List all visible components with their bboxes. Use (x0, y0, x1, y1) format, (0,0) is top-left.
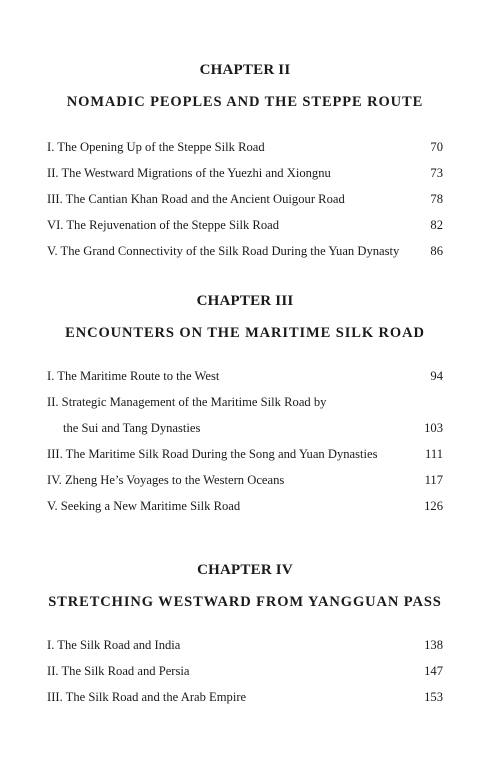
toc-entry-page: 78 (430, 192, 443, 206)
toc-entry[interactable] (47, 389, 443, 415)
toc-entry-title: II. The Westward Migrations of the Yuezhi and Xiongnu (47, 166, 331, 180)
toc-entry[interactable] (47, 212, 443, 238)
toc-entry-page: 111 (425, 447, 443, 461)
toc-entry[interactable] (47, 363, 443, 389)
toc-list (47, 632, 443, 710)
toc-entry-page: 103 (424, 421, 443, 435)
toc-entry-title: V. Seeking a New Maritime Silk Road (47, 499, 241, 513)
toc-entry-page: 82 (430, 218, 443, 232)
toc-entry-title: I. The Silk Road and India (47, 638, 181, 652)
chapter-title: CHAPTER III (196, 293, 294, 309)
toc-entry[interactable] (47, 441, 443, 467)
chapter-section-3 (47, 291, 443, 519)
toc-entry-title: III. The Cantian Khan Road and the Ancient Ouigour Road (47, 192, 345, 206)
toc-entry-title: I. The Maritime Route to the West (47, 369, 220, 383)
toc-entry-title: V. The Grand Connectivity of the Silk Road During the Yuan Dynasty (47, 244, 400, 258)
toc-entry[interactable] (47, 658, 443, 684)
chapter-title: CHAPTER IV (197, 562, 293, 578)
chapter-subtitle: ENCOUNTERS ON THE MARITIME SILK ROAD (65, 325, 425, 341)
toc-entry[interactable] (47, 632, 443, 658)
toc-list (47, 363, 443, 519)
toc-entry[interactable] (47, 160, 443, 186)
toc-entry-page: 86 (430, 244, 443, 258)
toc-entry-title: I. The Opening Up of the Steppe Silk Road (47, 140, 265, 154)
toc-list (47, 134, 443, 264)
toc-entry-page: 153 (424, 690, 443, 704)
chapter-section-2 (47, 60, 443, 264)
toc-entry[interactable] (47, 493, 443, 519)
toc-entry-page: 94 (430, 369, 443, 383)
toc-entry-title: III. The Silk Road and the Arab Empire (47, 690, 247, 704)
toc-entry-title: the Sui and Tang Dynasties (63, 421, 201, 435)
toc-entry-page: 126 (424, 499, 443, 513)
toc-entry-page: 70 (430, 140, 443, 154)
chapter-section-4 (47, 560, 443, 710)
toc-entry-title: IV. Zheng He’s Voyages to the Western Oceans (47, 473, 285, 487)
toc-entry-continuation[interactable] (47, 415, 443, 441)
chapter-title: CHAPTER II (199, 62, 291, 78)
toc-entry-title: II. The Silk Road and Persia (47, 664, 190, 678)
toc-entry[interactable] (47, 684, 443, 710)
toc-entry[interactable] (47, 186, 443, 212)
toc-entry-page: 73 (430, 166, 443, 180)
toc-entry[interactable] (47, 467, 443, 493)
chapter-subtitle: STRETCHING WESTWARD FROM YANGGUAN PASS (48, 594, 442, 610)
toc-entry-title: II. Strategic Management of the Maritime Silk Road by (47, 395, 327, 409)
toc-entry[interactable] (47, 134, 443, 160)
toc-entry-title: VI. The Rejuvenation of the Steppe Silk Road (47, 218, 280, 232)
toc-entry[interactable] (47, 238, 443, 264)
toc-entry-page: 138 (424, 638, 443, 652)
toc-entry-title: III. The Maritime Silk Road During the Song and Yuan Dynasties (47, 447, 378, 461)
toc-entry-page: 117 (424, 473, 443, 487)
chapter-subtitle: NOMADIC PEOPLES AND THE STEPPE ROUTE (66, 94, 424, 110)
toc-entry-page: 147 (424, 664, 443, 678)
